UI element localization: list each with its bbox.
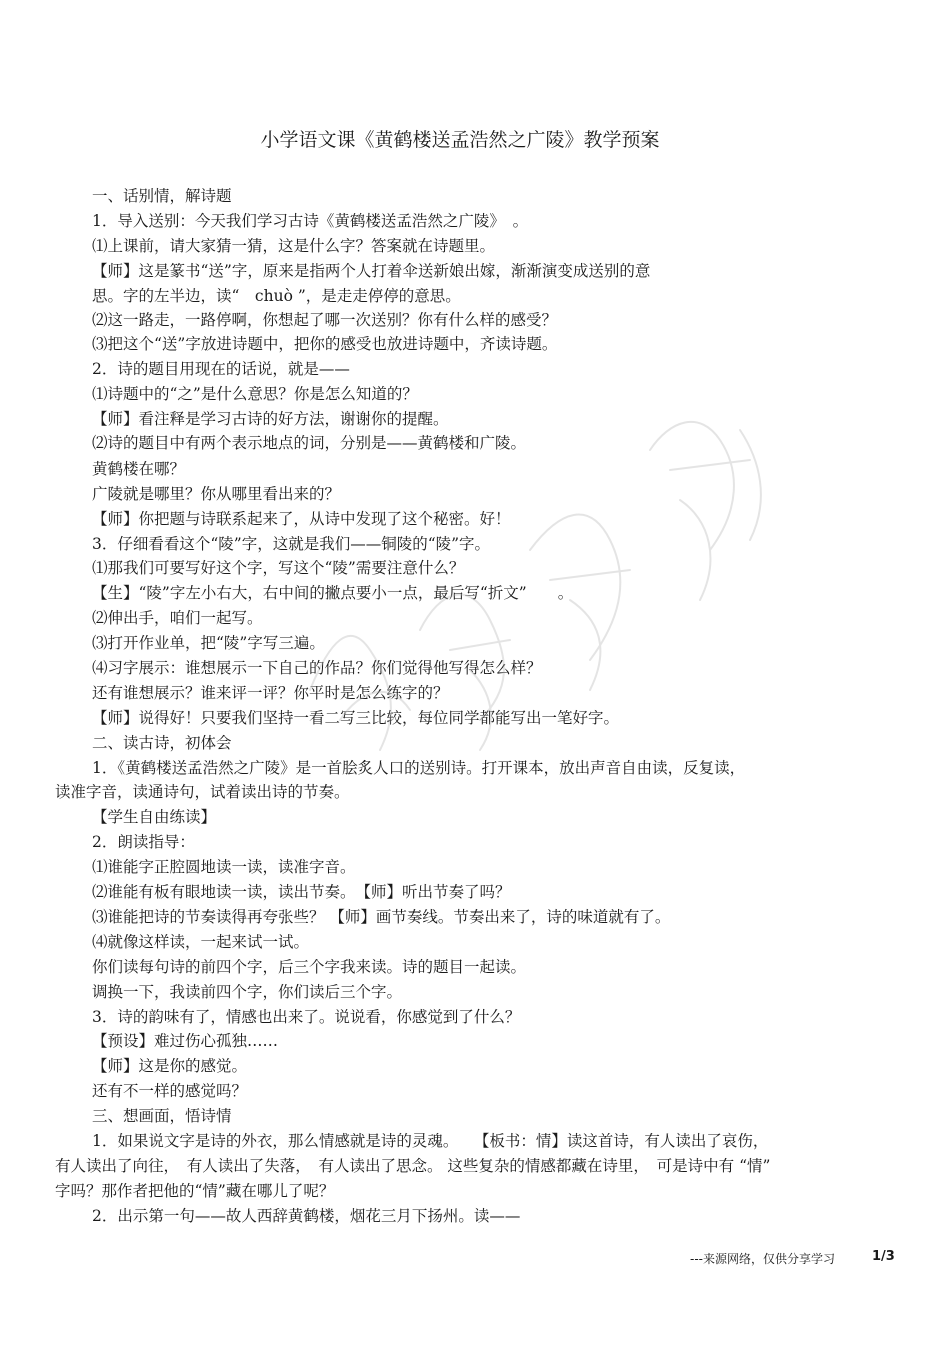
text-line: 【师】说得好！只要我们坚持一看二写三比较，每位同学都能写出一笔好字。 <box>92 709 620 727</box>
text-line: 黄鹤楼在哪？ <box>92 460 186 478</box>
text-line: 【师】这是篆书“送”字，原来是指两个人打着伞送新娘出嫁，渐渐演变成送别的意 <box>92 262 651 280</box>
text-line: ⑶谁能把诗的节奏读得再夸张些？ 【师】画节奏线。节奏出来了，诗的味道就有了。 <box>92 908 671 926</box>
text-line: ⑴诗题中的“之”是什么意思？你是怎么知道的？ <box>92 385 418 403</box>
text-line: 2．诗的题目用现在的话说，就是—— <box>92 360 350 378</box>
page-title: 小学语文课《黄鹤楼送孟浩然之广陵》教学预案 <box>260 129 660 151</box>
text-line: 1．如果说文字是诗的外衣，那么情感就是诗的灵魂。 【板书：情】读这首诗，有人读出了哀伤， <box>92 1132 769 1150</box>
text-line: 【学生自由练读】 <box>92 808 217 826</box>
text-line: ⑷习字展示：谁想展示一下自己的作品？你们觉得他写得怎么样？ <box>92 659 542 677</box>
text-line: 【生】“陵”字左小右大，右中间的撇点要小一点，最后写“折文” 。 <box>92 584 574 602</box>
text-line: 1．《黄鹤楼送孟浩然之广陵》是一首脍炙人口的送别诗。打开课本，放出声音自由读，反复读， <box>92 759 746 777</box>
text-line: 调换一下，我读前四个字，你们读后三个字。 <box>92 983 403 1001</box>
section-heading: 二、读古诗，初体会 <box>92 734 232 752</box>
text-line: ⑵这一路走，一路停啊，你想起了哪一次送别？你有什么样的感受？ <box>92 311 558 329</box>
text-line: ⑶打开作业单，把“陵”字写三遍。 <box>92 634 325 652</box>
text-line: 3．诗的韵味有了，情感也出来了。说说看，你感觉到了什么？ <box>92 1008 521 1026</box>
text-line: 还有不一样的感觉吗？ <box>92 1082 248 1100</box>
text-line: ⑴上课前，请大家猜一猜，这是什么字？答案就在诗题里。 <box>92 237 496 255</box>
text-line: 你们读每句诗的前四个字，后三个字我来读。诗的题目一起读。 <box>92 958 527 976</box>
text-line: ⑵伸出手，咱们一起写。 <box>92 609 263 627</box>
text-line: 【师】你把题与诗联系起来了，从诗中发现了这个秘密。好！ <box>92 510 511 528</box>
text-line: 思。字的左半边，读“ chuò ”，是走走停停的意思。 <box>92 287 461 305</box>
text-line: 还有谁想展示？谁来评一评？你平时是怎么练字的？ <box>92 684 449 702</box>
text-line: 3．仔细看看这个“陵”字，这就是我们——铜陵的“陵”字。 <box>92 535 491 553</box>
text-line: ⑴那我们可要写好这个字，写这个“陵”需要注意什么？ <box>92 559 465 577</box>
footer-source: ---来源网络，仅供分享学习 <box>690 1252 835 1266</box>
text-line: 读准字音，读通诗句，试着读出诗的节奏。 <box>55 783 350 801</box>
text-line: 字吗？那作者把他的“情”藏在哪儿了呢？ <box>55 1182 335 1200</box>
section-heading: 一、话别情，解诗题 <box>92 187 232 205</box>
text-line: 1．导入送别：今天我们学习古诗《黄鹤楼送孟浩然之广陵》 。 <box>92 212 529 230</box>
text-line: 【师】看注释是学习古诗的好方法，谢谢你的提醒。 <box>92 410 449 428</box>
section-heading: 三、想画面，悟诗情 <box>92 1107 232 1125</box>
text-line: ⑴谁能字正腔圆地读一读，读准字音。 <box>92 858 356 876</box>
text-line: 2．出示第一句——故人西辞黄鹤楼，烟花三月下扬州。读—— <box>92 1207 521 1225</box>
text-line: 广陵就是哪里？你从哪里看出来的？ <box>92 485 341 503</box>
text-line: 【师】这是你的感觉。 <box>92 1057 248 1075</box>
text-line: 有人读出了向往， 有人读出了失落， 有人读出了思念。 这些复杂的情感都藏在诗里， 可是诗中有 “情” <box>55 1157 771 1175</box>
text-line: ⑵谁能有板有眼地读一读，读出节奏。 【师】听出节奏了吗？ <box>92 883 511 901</box>
text-line: ⑷就像这样读，一起来试一试。 <box>92 933 310 951</box>
text-line: ⑶把这个“送”字放进诗题中，把你的感受也放进诗题中，齐读诗题。 <box>92 335 558 353</box>
text-line: 【预设】难过伤心孤独…… <box>92 1032 279 1050</box>
text-line: 2．朗读指导： <box>92 833 195 851</box>
text-line: ⑵诗的题目中有两个表示地点的词，分别是——黄鹤楼和广陵。 <box>92 434 527 452</box>
page-number: 1/3 <box>872 1249 895 1264</box>
